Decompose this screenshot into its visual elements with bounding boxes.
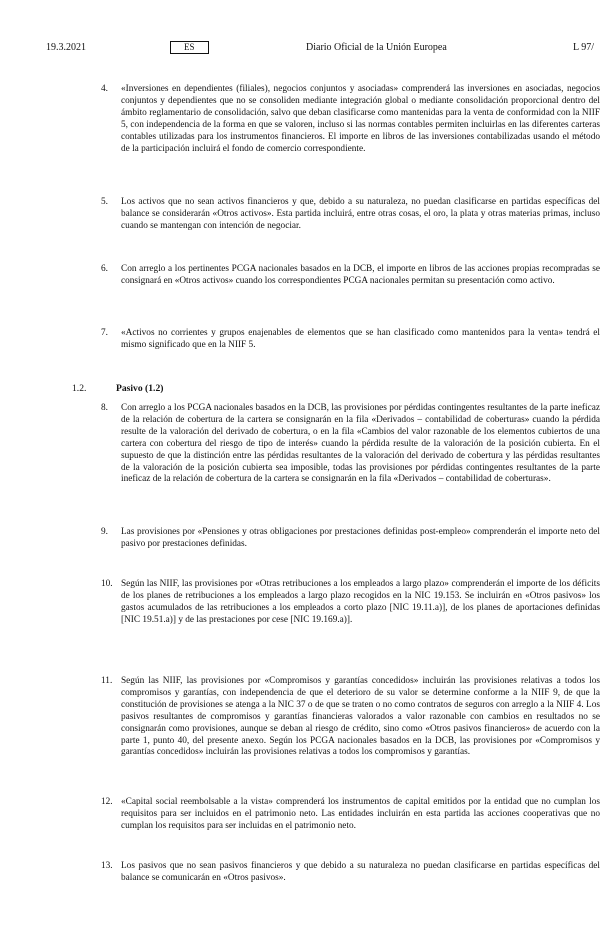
item-number: 4. [101,84,108,94]
item-number: 6. [101,264,108,274]
item-text: «Activos no corrientes y grupos enajenables de elementos que se han clasificado como mantenidos para la venta» tendrá el mismo significado que en la NIIF 5. [121,328,600,350]
item-number: 9. [101,527,108,537]
journal-title: Diario Oficial de la Unión Europea [306,42,447,53]
item-number: 8. [101,403,108,413]
item-text: Según las NIIF, las provisiones por «Compromisos y garantías concedidos» incluirán las provisiones relativas a todos los compromisos y garantías, con independencia de que el deterioro de su valor se determine conforme a la NIIF 9, de que la constitución de provisiones se atenga a la NIC 37 o de que se traten o no como contratos de seguros con arreglo a la NIIF 4. Los pasivos resultantes de compromisos y garantías financieras valorados a valor razonable con cambios en resultados no se consignarán como provisiones, aunque se deban al riesgo de crédito, sino como «Otros pasivos financieros» de acuerdo con la parte 1, punto 40, del presente anexo. Según los PCGA nacionales basados en la DCB, las provisiones por «Compromisos y garantías concedidos» incluirán las provisiones relativas a todos los compromisos y garantías. [121,676,600,758]
item-number: 11. [101,676,113,686]
section-title: Pasivo (1.2) [116,383,164,394]
item-number: 5. [101,197,108,207]
item-number: 13. [101,861,113,871]
item-number: 7. [101,328,108,338]
item-text: Con arreglo a los pertinentes PCGA nacionales basados en la DCB, el importe en libros de las acciones propias recompradas se consignará en «Otros activos» cuando los correspondientes PCGA nacionales permitan su presentación como activo. [121,264,600,286]
publication-date: 19.3.2021 [46,42,86,53]
section-number: 1.2. [72,383,87,394]
item-text: Las provisiones por «Pensiones y otras obligaciones por prestaciones definidas post-empleo» comprenderán el importe neto del pasivo por prestaciones definidas. [121,527,600,549]
page-header [46,40,594,56]
item-text: «Capital social reembolsable a la vista» comprenderá los instrumentos de capital emitidos por la entidad que no cumplan los requisitos para ser incluidos en el patrimonio neto. Las entidades incluirán en esta partida las acciones cooperativas que no cumplan los requisitos para ser incluidas en el patrimonio neto. [121,797,600,831]
item-number: 10. [101,579,113,589]
item-text: Con arreglo a los PCGA nacionales basados en la DCB, las provisiones por pérdidas contingentes resultantes de la parte ineficaz de la relación de cobertura de la cartera se consignarán en la fila «Derivados – contabilidad de coberturas» cuando la pérdida resulte de la valoración del derivado de cobertura, o en la fila «Cambios del valor razonable de los elementos cubiertos de una cartera con cobertura del riesgo de tipo de interés» cuando la pérdida resulte de la valoración de la posición cubierta. En el supuesto de que la distinción entre las pérdidas resultantes de la valoración del derivado de cobertura y las pérdidas resultantes de la valoración de la posición cubierta sea imposible, todas las provisiones por pérdidas contingentes resultantes de la parte ineficaz de la relación de cobertura de la cartera se consignarán en la fila «Derivados – contabilidad de coberturas». [121,403,600,485]
item-text: Los pasivos que no sean pasivos financieros y que debido a su naturaleza no puedan clasificarse en partidas específicas del balance se comunicarán en «Otros pasivos». [121,861,600,883]
language-badge: ES [170,41,209,54]
item-number: 12. [101,797,113,807]
item-text: «Inversiones en dependientes (filiales), negocios conjuntos y asociadas» comprenderá las inversiones en asociadas, negocios conjuntos y dependientes que no se consoliden mediante integración global o mediante consolidación proporcional dentro del ámbito reglamentario de consolidación, salvo que deban clasificarse como mantenidas para la venta de conformidad con la NIIF 5, con independencia de la forma en que se valoren, incluso si las normas contables permiten incluirlas en las diferentes carteras contables utilizadas para los instrumentos financieros. El importe en libros de las inversiones contabilizadas usando el método de la participación incluirá el fondo de comercio correspondiente. [121,84,600,154]
item-text: Según las NIIF, las provisiones por «Otras retribuciones a los empleados a largo plazo» comprenderán el importe de los déficits de los planes de retribuciones a los empleados a largo plazo recogidos en la NIC 19.153. Se incluirán en «Otros pasivos» los gastos acumulados de las retribuciones a los empleados a corto plazo [NIC 19.11.a)], de los planes de aportaciones definidas [NIC 19.51.a)] y de las prestaciones por cese [NIC 19.169.a)]. [121,579,600,625]
page-reference: L 97/ [572,42,594,53]
item-text: Los activos que no sean activos financieros y que, debido a su naturaleza, no puedan clasificarse en partidas específicas del balance se considerarán «Otros activos». Esta partida incluirá, entre otras cosas, el oro, la plata y otras materias primas, incluso cuando se mantengan con intención de negociar. [121,197,600,231]
